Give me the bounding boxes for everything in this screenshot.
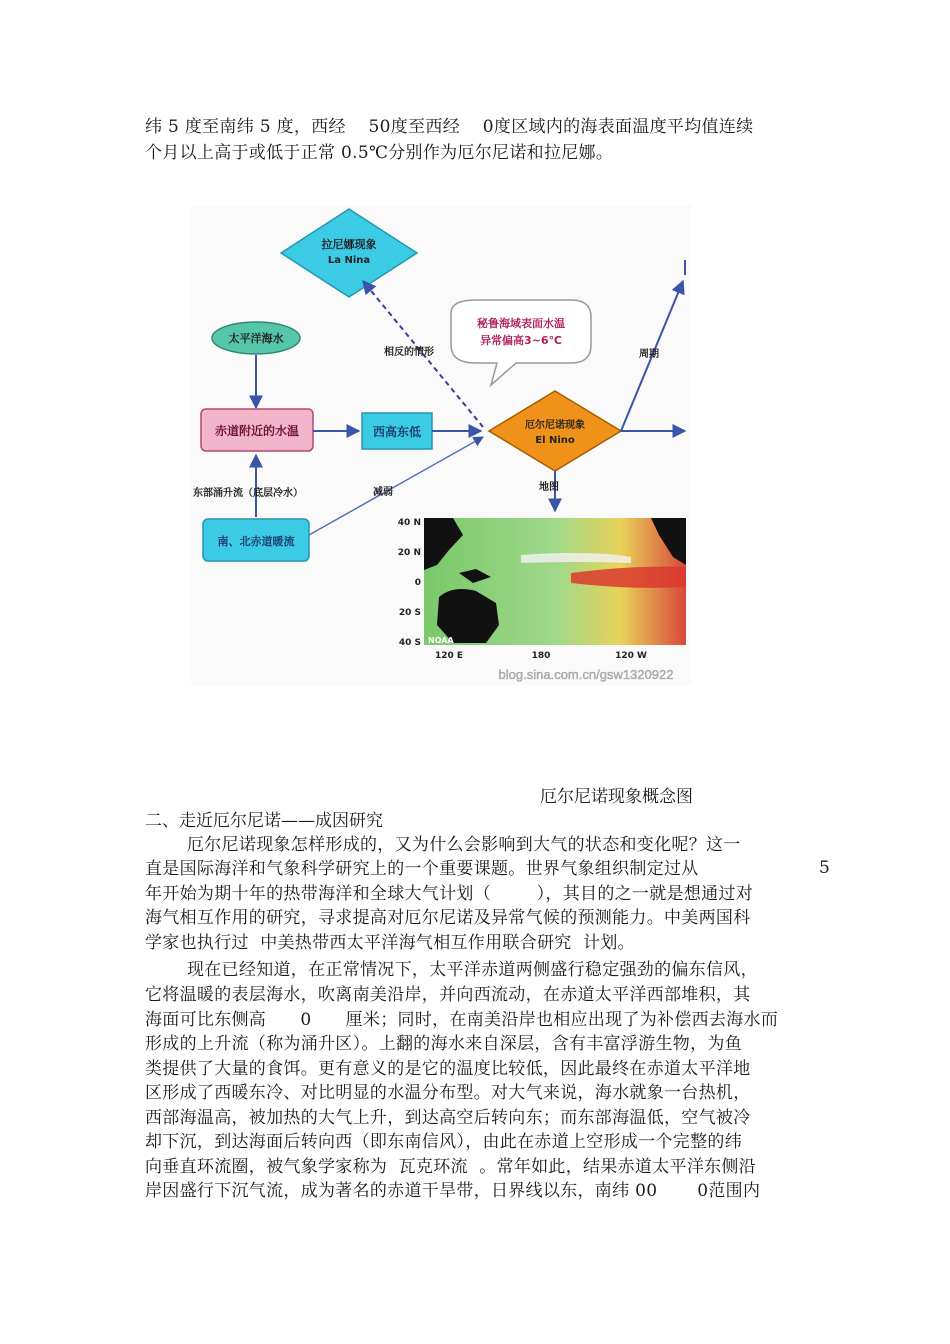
south-north-current-node	[203, 519, 309, 561]
callout-line-1: 秘鲁海域表面水温	[477, 317, 565, 330]
weaken-label: 减弱	[373, 487, 393, 498]
el-nino-cn-label: 厄尔尼诺现象	[525, 420, 585, 431]
para2-line: 类提供了大量的食饵。更有意义的是它的温度比较低，因此最终在赤道太平洋地	[145, 1059, 751, 1079]
pacific-water-label: 太平洋海水	[228, 332, 284, 345]
para2-line: 岸因盛行下沉气流，成为著名的赤道干旱带，日界线以东，南纬 00 0范围内	[145, 1181, 761, 1201]
el-nino-concept-diagram	[191, 205, 691, 685]
west-high-east-low-label: 西高东低	[372, 425, 422, 439]
intro-line-2: 个月以上高于或低于正常 0.5℃分别作为厄尔尼诺和拉尼娜。	[145, 143, 614, 163]
lat-tick: 0	[414, 578, 421, 588]
para2-line: 却下沉，到达海面后转向西（即东南信风），由此在赤道上空形成一个完整的纬	[145, 1132, 742, 1152]
intro-line-1: 纬 5 度至南纬 5 度，西经 50度至西经 0度区域内的海表面温度平均值连续	[145, 117, 754, 137]
para2-line: 现在已经知道，在正常情况下，太平洋赤道两侧盛行稳定强劲的偏东信风，	[187, 960, 758, 980]
lat-tick: 20 N	[397, 548, 421, 558]
para1-line: 厄尔尼诺现象怎样形成的，又为什么会影响到大气的状态和变化呢？这一	[187, 835, 741, 855]
para2-line: 西部海温高，被加热的大气上升，到达高空后转向东；而东部海温低，空气被冷	[145, 1108, 751, 1128]
watermark: blog.sina.com.cn/gsw1320922	[498, 667, 674, 682]
para2-line: 形成的上升流（称为涌升区）。上翻的海水来自深层，含有丰富浮游生物，为鱼	[145, 1034, 742, 1054]
equator-temp-label: 赤道附近的水温	[214, 424, 300, 438]
callout-line-2: 异常偏高3~6℃	[480, 334, 562, 347]
la-nina-en-label: La Nina	[327, 255, 371, 266]
lat-tick: 40 S	[398, 638, 421, 648]
equator-temp-node	[201, 409, 313, 451]
para2-line: 向垂直环流圈，被气象学家称为 瓦克环流 。常年如此，结果赤道太平洋东侧沿	[145, 1157, 757, 1177]
la-nina-cn-label: 拉尼娜现象	[321, 238, 377, 251]
para1-line: 年开始为期十年的热带海洋和全球大气计划（ ），其目的之一就是想通过对	[145, 884, 754, 904]
para1-line: 直是国际海洋和气象科学研究上的一个重要课题。世界气象组织制定过从	[145, 859, 699, 879]
para2-line: 它将温暖的表层海水，吹离南美沿岸，并向西流动，在赤道太平洋西部堆积，其	[145, 985, 751, 1005]
lon-tick: 180	[531, 651, 551, 661]
map-label: 地图	[539, 482, 559, 493]
figure-caption: 厄尔尼诺现象概念图	[540, 787, 693, 807]
para1-line: 学家也执行过 中美热带西太平洋海气相互作用联合研究 计划。	[145, 933, 635, 953]
period-label: 周期	[639, 349, 659, 360]
lat-tick: 20 S	[398, 608, 421, 618]
lat-tick: 40 N	[397, 518, 421, 528]
lon-tick: 120 E	[434, 651, 464, 661]
opposite-label: 相反的情形	[384, 347, 434, 358]
para2-line: 海面可比东侧高 0 厘米；同时，在南美沿岸也相应出现了为补偿西去海水而	[145, 1010, 779, 1030]
para1-line: 海气相互作用的研究，寻求提高对厄尔尼诺及异常气候的预测能力。中美两国科	[145, 908, 751, 928]
section-heading: 二、走近厄尔尼诺——成因研究	[145, 811, 383, 831]
upwelling-label: 东部涌升流（底层冷水）	[193, 488, 303, 499]
map-credit: NOAA	[428, 636, 454, 645]
el-nino-en-label: El Nino	[535, 435, 575, 446]
lon-tick: 120 W	[615, 651, 647, 661]
sst-anomaly-map	[424, 518, 686, 645]
margin-number: 5	[819, 858, 830, 878]
para2-line: 区形成了西暖东冷、对比明显的水温分布型。对大气来说，海水就象一台热机，	[145, 1083, 751, 1103]
west-high-east-low-node	[362, 413, 432, 449]
pacific-water-node	[212, 322, 300, 354]
south-north-current-label: 南、北赤道暖流	[217, 535, 295, 548]
